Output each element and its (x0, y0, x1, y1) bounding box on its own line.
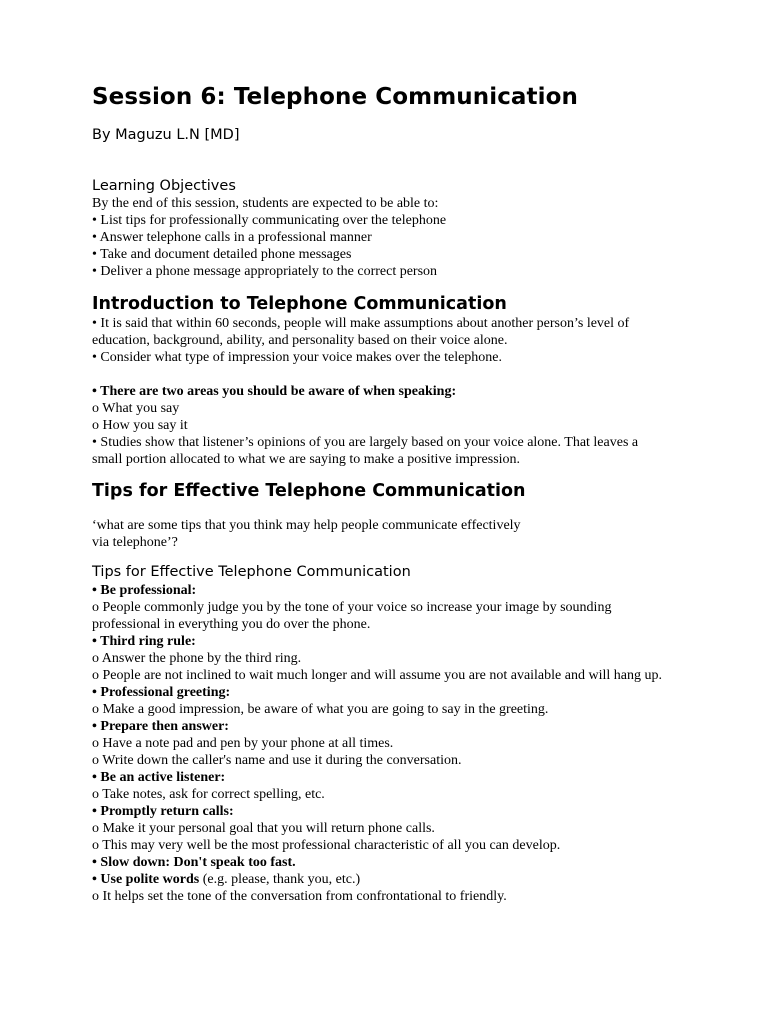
tips-question (92, 517, 662, 551)
tip-detail: o Write down the caller's name and use it during the conversation. (92, 753, 462, 768)
author-byline: By Maguzu L.N [MD] (92, 127, 240, 143)
tip-title: • Professional greeting: (92, 685, 231, 700)
tip-detail: o Make it your personal goal that you will return phone calls. (92, 821, 435, 836)
tip-title: • Use polite words (e.g. please, thank you, etc.) (92, 872, 361, 887)
tip-title: • Promptly return calls: (92, 804, 234, 819)
objective-item: • List tips for professionally communicating over the telephone (92, 213, 447, 228)
tips-question-line: via telephone’? (92, 535, 178, 550)
learning-objectives-list (92, 195, 662, 280)
tip-title: • Third ring rule: (92, 634, 196, 649)
tip-title: • Slow down: Don't speak too fast. (92, 855, 296, 870)
tips-intro-heading: Tips for Effective Telephone Communication (92, 481, 526, 501)
speaking-area-item: o What you say (92, 401, 180, 416)
tips-list (92, 582, 662, 905)
tip-detail: o Make a good impression, be aware of what you are going to say in the greeting. (92, 702, 549, 717)
introduction-body (92, 315, 662, 366)
tip-detail: o People are not inclined to wait much longer and will assume you are not available and will hang up. (92, 668, 662, 683)
learning-objectives-heading: Learning Objectives (92, 178, 236, 194)
objective-item: • Deliver a phone message appropriately to the correct person (92, 264, 438, 279)
tip-detail: o It helps set the tone of the conversation from confrontational to friendly. (92, 889, 507, 904)
tips-question-line: ‘what are some tips that you think may help people communicate effectively (92, 518, 521, 533)
tip-detail: o People commonly judge you by the tone of your voice so increase your image by sounding professional in everything you do over the phone. (92, 600, 612, 632)
introduction-paragraph: • It is said that within 60 seconds, people will make assumptions about another person’s level of education, background, ability, and personality based on their voice alone. (92, 316, 630, 348)
tip-detail: o Answer the phone by the third ring. (92, 651, 302, 666)
tip-title: • Prepare then answer: (92, 719, 229, 734)
speaking-area-item: o How you say it (92, 418, 188, 433)
tips-heading: Tips for Effective Telephone Communication (92, 564, 411, 580)
speaking-areas (92, 383, 662, 468)
objective-item: • Answer telephone calls in a professional manner (92, 230, 372, 245)
introduction-paragraph: • Studies show that listener’s opinions of you are largely based on your voice alone. That leaves a small portion allocated to what we are saying to make a positive impression. (92, 435, 639, 467)
objective-item: • Take and document detailed phone messages (92, 247, 352, 262)
introduction-heading: Introduction to Telephone Communication (92, 294, 507, 314)
objectives-intro: By the end of this session, students are expected to be able to: (92, 196, 439, 211)
tip-detail: o Take notes, ask for correct spelling, etc. (92, 787, 325, 802)
page-title: Session 6: Telephone Communication (92, 84, 579, 110)
speaking-areas-heading: • There are two areas you should be aware of when speaking: (92, 384, 457, 399)
tip-title: • Be an active listener: (92, 770, 226, 785)
tip-title: • Be professional: (92, 583, 197, 598)
tip-detail: o Have a note pad and pen by your phone at all times. (92, 736, 394, 751)
introduction-paragraph: • Consider what type of impression your voice makes over the telephone. (92, 350, 503, 365)
tip-detail: o This may very well be the most professional characteristic of all you can develop. (92, 838, 561, 853)
